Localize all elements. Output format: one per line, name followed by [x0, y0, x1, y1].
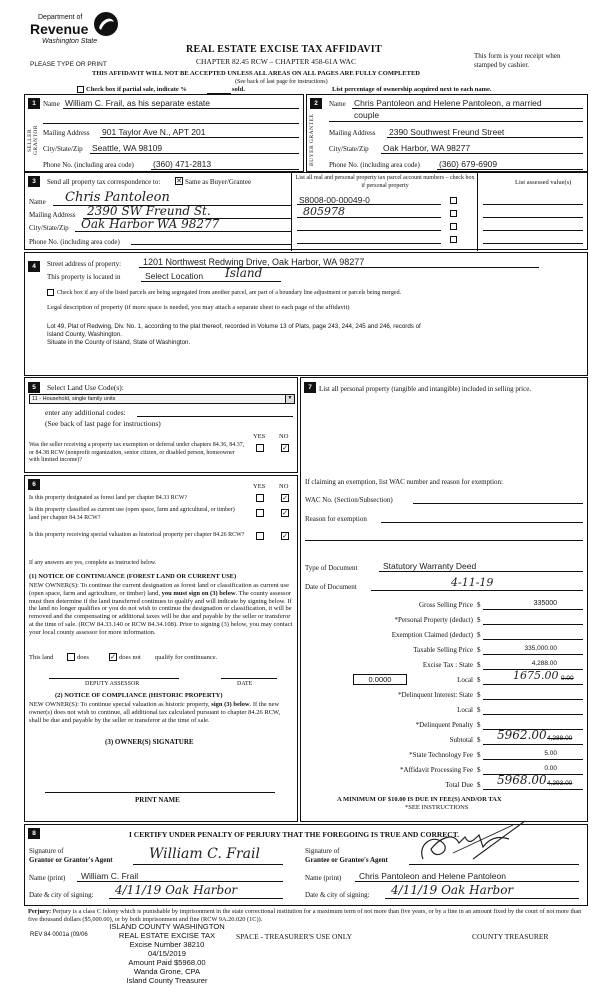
section-6-current-use	[24, 475, 298, 822]
chevron-down-icon: ▼	[285, 395, 294, 403]
buyer-name: Chris Pantoleon and Helene Pantoleon, a married	[354, 98, 542, 108]
section-1-seller	[24, 94, 304, 172]
local-2-dollar: $	[477, 706, 481, 714]
section-8-number: 8	[28, 828, 40, 839]
current-use-yes-checkbox[interactable]	[256, 509, 264, 517]
stamp-line-1: ISLAND COUNTY WASHINGTON	[109, 922, 225, 931]
subtotal-handwritten: 5962.00	[497, 728, 547, 742]
grantee-date-label: Date & city of signing:	[305, 891, 370, 899]
dor-logo	[30, 10, 130, 52]
notice-compliance-text-b: . If the new owner(s) does not wish to continue, all additional tax calculated pursuant to chapter 84.26 RCW, shall be due and payable by the seller or transferor at the time of sale.	[29, 701, 281, 724]
delinquent-interest-dollar: $	[477, 691, 481, 699]
parcel-2-checkbox[interactable]	[450, 210, 457, 217]
historic-question: Is this property receiving special valuation as historical property per chapter 84.26 RCW?	[29, 532, 245, 538]
forest-no-checkbox[interactable]: ✓	[282, 494, 288, 502]
form-chapter: CHAPTER 82.45 RCW – CHAPTER 458-61A WAC	[196, 57, 356, 66]
notice-compliance-title: (2) NOTICE OF COMPLIANCE (HISTORIC PROPERTY)	[55, 692, 223, 699]
gross-dollar: $	[477, 601, 481, 609]
same-as-buyer-checkbox[interactable]: ✕	[176, 177, 182, 185]
perjury-text: Perjury is a class C felony which is punishable by imprisonment in the state correctional institution for a maximum term of not more than five years, or by a fine in an amount fixed by the court of not more than five thousand dollars ($5,000.00), or by both imprisonment and fine (RCW 9A.20.020 (1C)).	[28, 908, 582, 923]
land-use-select[interactable]	[29, 394, 295, 404]
section-7-number: 7	[304, 382, 316, 393]
delinquent-penalty-label: *Delinquent Penalty	[415, 721, 473, 729]
buyer-city: Oak Harbor, WA 98277	[383, 143, 471, 153]
stamp-line-3: Excise Number 38210	[129, 940, 205, 949]
exemption-no-checkbox[interactable]: ✓	[282, 444, 288, 452]
affidavit-fee-dollar: $	[477, 766, 481, 774]
local-handwritten: 1675.00	[513, 669, 559, 682]
notice-continuance-bold: you must sign on (3) below	[161, 589, 236, 597]
seller-city: Seattle, WA 98109	[92, 143, 163, 153]
legal-label: Legal description of property (if more space is needed, you may attach a separate sheet to each page of the affidavit)	[47, 304, 350, 311]
this-land-label: This land	[29, 654, 54, 661]
see-back-header: (See back of last page for instructions)	[235, 79, 328, 85]
reason-label: Reason for exemption	[305, 515, 367, 523]
owner-signature-label: (3) OWNER(S) SIGNATURE	[105, 738, 194, 746]
same-as-buyer-label: Same as Buyer/Grantee	[185, 178, 252, 186]
grantee-sig-label-1: Signature of	[305, 847, 340, 855]
stamp-line-6: Wanda Grone, CPA	[133, 967, 201, 976]
subtotal-dollar: $	[477, 736, 481, 744]
parcel-2: 805978	[303, 205, 345, 218]
buyer-mailing: 2390 Southwest Freund Street	[389, 127, 505, 137]
located-label: This property is located in	[47, 273, 121, 281]
seller-mailing: 901 Taylor Ave N., APT 201	[102, 127, 206, 137]
excise-state-value: 4,288.00	[531, 660, 557, 667]
gross-label: Gross Selling Price	[418, 601, 473, 609]
total-due-dollar: $	[477, 781, 481, 789]
partial-sale-label: Check box if partial sale, indicate %	[86, 86, 187, 93]
assessed-header: List assessed value(s)	[515, 179, 572, 186]
segregated-checkbox[interactable]	[47, 289, 54, 296]
pct-ownership-note: List percentage of ownership acquired next to each name.	[332, 86, 492, 93]
s3-city-label: City/State/Zip	[29, 224, 69, 232]
perjury-bold: Perjury:	[28, 908, 52, 915]
s3-phone-label: Phone No. (including area code)	[29, 238, 120, 246]
grantee-signature	[413, 819, 533, 865]
doc-type-label: Type of Document	[305, 564, 358, 572]
historic-yes-checkbox[interactable]	[256, 532, 264, 540]
total-due-label: Total Due	[445, 781, 473, 789]
section-4-property	[24, 252, 588, 376]
parcel-header: List all real and personal property tax parcel account numbers – check box if personal property	[295, 175, 475, 189]
doc-date: 4-11-19	[451, 576, 494, 589]
section-2-buyer	[306, 94, 588, 172]
stamp-line-5: Amount Paid $5968.00	[128, 958, 206, 967]
grantor-sig-label-2: Grantor or Grantor's Agent	[29, 856, 113, 864]
exemption-claimed-label: Exemption Claimed (deduct)	[391, 631, 473, 639]
logo-line-3: Washington State	[42, 38, 98, 45]
section-3-number: 3	[28, 176, 40, 187]
s5-yes-header: YES	[253, 433, 266, 440]
rate-field[interactable]: 0.0000	[353, 674, 407, 685]
section-2-number: 2	[310, 98, 322, 109]
located-handwritten: Island	[225, 266, 263, 280]
parcel-1: S8008-00-00049-0	[299, 195, 370, 205]
grantor-sig-label-1: Signature of	[29, 847, 64, 855]
section-5-number: 5	[28, 382, 40, 393]
land-does-checkbox[interactable]	[67, 653, 75, 661]
notice-compliance-text	[29, 701, 293, 724]
seller-phone: (360) 471-2813	[153, 159, 212, 169]
section-5-land-use	[24, 377, 298, 473]
partial-sale-checkbox[interactable]	[77, 86, 84, 93]
excise-state-label: Excise Tax : State	[422, 661, 473, 669]
grantor-date-city: 4/11/19 Oak Harbor	[115, 883, 238, 897]
send-correspondence-label: Send all property tax correspondence to:	[47, 178, 161, 186]
local-dollar: $	[477, 676, 481, 684]
s3-name-handwritten: Chris Pantoleon	[65, 190, 170, 205]
section-3-tax-correspondence	[24, 172, 588, 250]
print-name-label: PRINT NAME	[135, 796, 180, 804]
land-does-label: does	[77, 654, 89, 661]
stamp-line-7: Island County Treasurer	[126, 976, 208, 985]
parcel-4-checkbox[interactable]	[450, 236, 457, 243]
street-address: 1201 Northwest Redwing Drive, Oak Harbor, WA 98277	[143, 257, 365, 267]
gross-value: 335000	[533, 600, 557, 607]
parcel-1-checkbox[interactable]	[450, 197, 457, 204]
grantee-sig-label-2: Grantee or Grantee's Agent	[305, 856, 388, 864]
notice-continuance-text	[29, 582, 293, 637]
exemption-claimed-dollar: $	[477, 631, 481, 639]
excise-dollar: $	[477, 661, 481, 669]
land-use-label: Select Land Use Code(s):	[47, 383, 124, 392]
stamp-line-4: 04/15/2019	[147, 949, 186, 958]
seller-phone-label: Phone No. (including area code)	[43, 161, 134, 169]
deputy-assessor-label: DEPUTY ASSESSOR	[85, 681, 140, 687]
buyer-city-label: City/State/Zip	[329, 145, 369, 153]
please-type: PLEASE TYPE OR PRINT	[30, 61, 107, 68]
buyer-name-cont: couple	[354, 110, 380, 120]
receipt-note: This form is your receipt when stamped by cashier.	[474, 52, 561, 69]
grantor-name: William C. Frail	[81, 871, 139, 881]
legal-desc-2: Island County, Washington.	[47, 331, 122, 338]
subtotal-label: Subtotal	[449, 736, 473, 744]
tech-fee-value: 5.00	[544, 750, 557, 757]
seller-city-label: City/State/Zip	[43, 145, 83, 153]
delinquent-interest-label: *Delinquent Interest: State	[397, 691, 473, 699]
buyer-phone: (360) 679-6909	[439, 159, 498, 169]
s3-city-handwritten: Oak Harbor WA 98277	[81, 217, 220, 231]
affidavit-fee-label: *Affidavit Processing Fee	[400, 766, 473, 774]
s5-no-header: NO	[279, 433, 289, 440]
grantor-name-label: Name (print)	[29, 874, 66, 882]
taxable-dollar: $	[477, 646, 481, 654]
treasurer-stamp	[96, 922, 238, 985]
revenue-swoosh-icon	[92, 10, 120, 38]
partial-sale-sold: sold.	[232, 86, 245, 93]
stamp-line-2: REAL ESTATE EXCISE TAX	[118, 931, 216, 940]
s3-mailing-handwritten: 2390 SW Freund St.	[87, 204, 211, 218]
notice-continuance-text-b: . The county assessor must then determine if the land transferred continues to qualify and will indicate by signing below. If the land no longer qualifies or you do not wish to continue the designation or classification, it will be removed and the compensating or additional taxes will be due and payable by the seller or transferor at the time of sale. (RCW 84.33.140 or RCW 84.34.108). Prior to signing (3) below, you may contact your local county assessor for more information.	[29, 589, 293, 636]
see-instructions-note: *SEE INSTRUCTIONS	[405, 804, 469, 811]
personal-deduct-label: *Personal Property (deduct)	[394, 616, 473, 624]
taxable-value: 335,000.00	[524, 645, 557, 652]
logo-line-2: Revenue	[30, 21, 89, 37]
forest-question: Is this property designated as forest land per chapter 84.33 RCW?	[29, 495, 188, 501]
if-yes-note: If any answers are yes, complete as instructed below.	[29, 560, 157, 566]
rev-number: REV 84 0001a (09/06	[30, 932, 88, 938]
additional-codes-label: enter any additional codes:	[45, 408, 126, 417]
buyer-phone-label: Phone No. (including area code)	[329, 161, 420, 169]
qualify-label: qualify for continuance.	[155, 654, 218, 661]
buyer-name-label: Name	[329, 100, 346, 108]
local-struck: 0.00	[561, 675, 574, 682]
legal-desc-1: Lot 49, Plat of Redwing, Div. No. 1, according to the plat thereof, recorded in Volume 13 of Plats, page 243, 244, 245 and 246, records of	[47, 323, 421, 330]
section-6-number: 6	[28, 479, 40, 490]
notice-continuance-text-a: NEW OWNER(S): To continue the current designation as forest land or classification as current use (open space, farm and agriculture, or timber) land,	[29, 582, 289, 597]
street-label: Street address of property:	[47, 260, 122, 268]
land-does-not-label: does not	[119, 654, 141, 661]
exemption-question: Was the seller receiving a property tax exemption or deferral under chapters 84.36, 84.37, or 84.38 RCW (nonprofit organization, senior citizen, or disabled person, homeowner with limited income)?	[29, 442, 245, 464]
county-treasurer-label: COUNTY TREASURER	[472, 932, 549, 941]
s6-yes-header: YES	[253, 483, 266, 490]
local-2-label: Local	[457, 706, 473, 714]
section-1-number: 1	[28, 98, 40, 109]
parcel-3-checkbox[interactable]	[450, 223, 457, 230]
grantee-name-label: Name (print)	[305, 874, 342, 882]
certify-statement: I CERTIFY UNDER PENALTY OF PERJURY THAT THE FOREGOING IS TRUE AND CORRECT.	[129, 830, 460, 839]
located-select[interactable]: Select Location	[145, 271, 204, 281]
grantor-signature: William C. Frail	[149, 846, 260, 862]
tech-fee-label: *State Technology Fee	[409, 751, 473, 759]
personal-deduct-dollar: $	[477, 616, 481, 624]
seller-mailing-label: Mailing Address	[43, 129, 90, 137]
land-use-see-back: (See back of last page for instructions)	[45, 419, 161, 428]
local-label: Local	[457, 676, 473, 684]
legal-desc-3: Situate in the County of Island, State of Washington.	[47, 339, 191, 346]
doc-date-label: Date of Document	[305, 583, 357, 591]
notice-compliance-text-a: NEW OWNER(S): To continue special valuation as historic property,	[29, 701, 210, 708]
logo-line-1: Department of	[38, 14, 83, 21]
forest-yes-checkbox[interactable]	[256, 494, 264, 502]
total-due-struck: 4,293.00	[547, 780, 573, 787]
deputy-date-label: DATE	[237, 681, 253, 687]
historic-no-checkbox[interactable]: ✓	[282, 532, 288, 540]
buyer-side-label: BUYER GRANTEE	[309, 113, 315, 167]
s3-mailing-label: Mailing Address	[29, 211, 76, 219]
notice-compliance-bold: sign (3) below	[211, 701, 250, 708]
segregated-label: Check box if any of the listed parcels are being segregated from another parcel, are part of a boundary line adjustment or parcels being merged.	[57, 290, 402, 296]
doc-type: Statutory Warranty Deed	[383, 561, 477, 571]
subtotal-struck: 4,288.00	[547, 735, 573, 742]
notice-continuance-title: (1) NOTICE OF CONTINUANCE (FOREST LAND OR CURRENT USE)	[29, 573, 237, 580]
seller-name: William C. Frail, as his separate estate	[65, 98, 211, 108]
treasurer-use-only: SPACE - TREASURER'S USE ONLY	[236, 932, 353, 941]
wac-label: WAC No. (Section/Subsection)	[305, 496, 393, 504]
buyer-mailing-label: Mailing Address	[329, 129, 376, 137]
land-use-value: 11 - Household, single family units	[32, 396, 116, 402]
grantor-date-label: Date & city of signing:	[29, 891, 94, 899]
current-use-question: Is this property classified as current use (open space, farm and agricultural, or timber) land per chapter 84.34 RCW?	[29, 507, 235, 521]
current-use-no-checkbox[interactable]: ✓	[282, 509, 288, 517]
section-4-number: 4	[28, 261, 40, 272]
section-7-financials	[300, 377, 588, 822]
seller-side-label: SELLER GRANTOR	[27, 125, 39, 155]
personal-property-label: List all personal property (tangible and intangible) included in selling price.	[319, 385, 532, 393]
exemption-yes-checkbox[interactable]	[256, 444, 264, 452]
not-accepted-warning: THIS AFFIDAVIT WILL NOT BE ACCEPTED UNLESS ALL AREAS ON ALL PAGES ARE FULLY COMPLETED	[92, 70, 420, 77]
land-does-not-checkbox[interactable]: ✓	[110, 653, 116, 661]
affidavit-fee-value: 0.00	[544, 765, 557, 772]
minimum-fee-note: A MINIMUM OF $10.00 IS DUE IN FEE(S) AND/OR TAX	[337, 796, 502, 803]
exemption-label: If claiming an exemption, list WAC number and reason for exemption:	[305, 478, 503, 486]
taxable-label: Taxable Selling Price	[413, 646, 473, 654]
seller-name-label: Name	[43, 100, 60, 108]
form-title: REAL ESTATE EXCISE TAX AFFIDAVIT	[186, 44, 382, 55]
s3-name-label: Name	[29, 198, 46, 206]
delinquent-penalty-dollar: $	[477, 721, 481, 729]
grantee-date-city: 4/11/19 Oak Harbor	[391, 883, 514, 897]
s6-no-header: NO	[279, 483, 289, 490]
total-due-handwritten: 5968.00	[497, 773, 547, 787]
grantee-name: Chris Pantoleon and Helene Pantoleon	[359, 871, 506, 881]
section-8-signatures	[24, 824, 588, 906]
tech-fee-dollar: $	[477, 751, 481, 759]
